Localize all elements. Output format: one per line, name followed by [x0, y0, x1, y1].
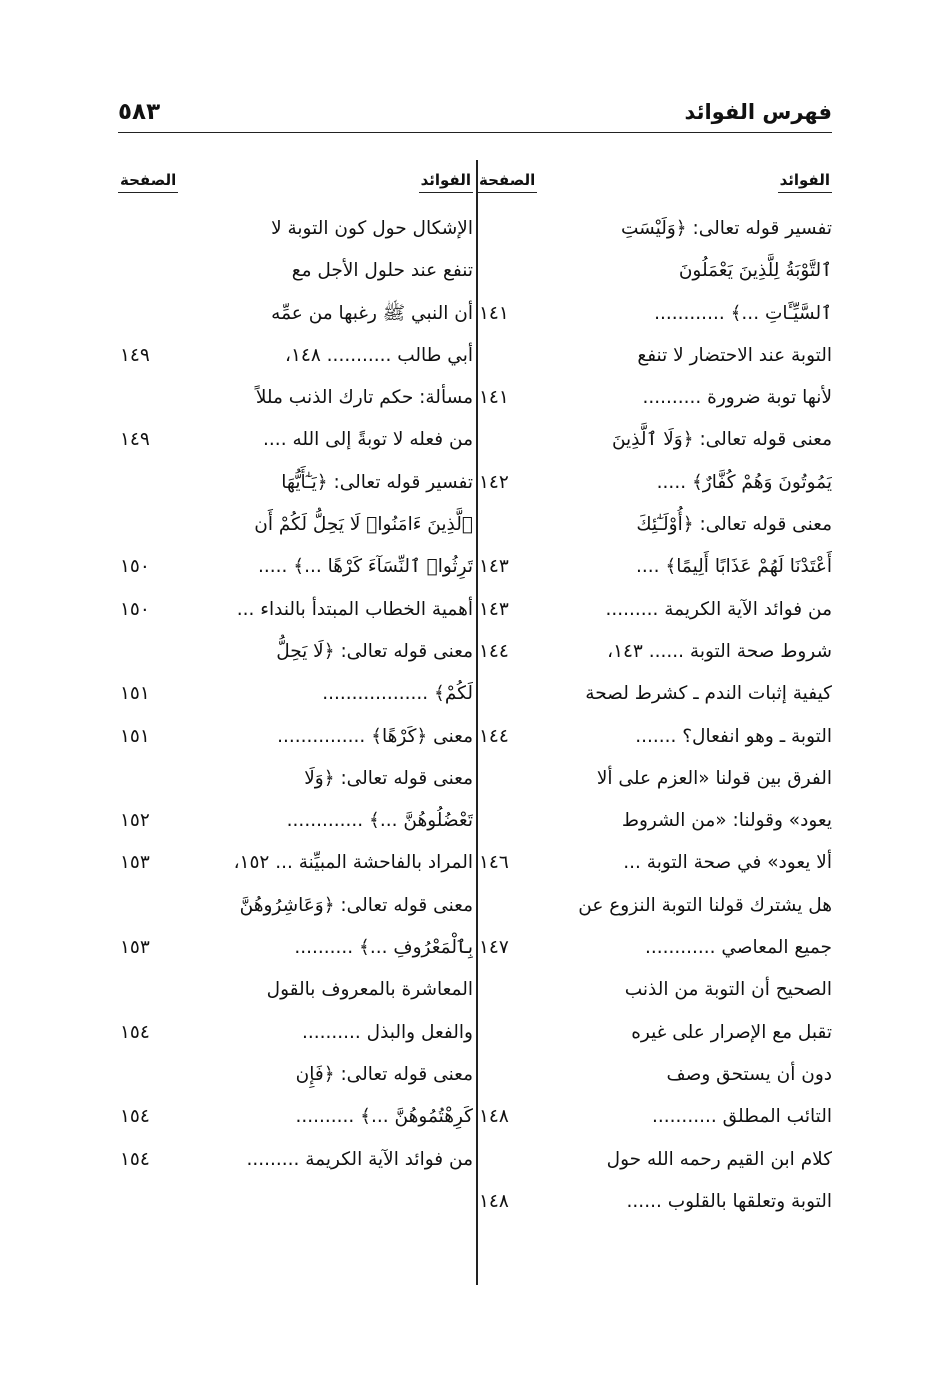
- index-line: [477, 758, 832, 800]
- index-line: [477, 927, 832, 969]
- index-line: [118, 969, 473, 1011]
- index-page-number: [477, 419, 479, 461]
- index-entry-text: الصحيح أن التوبة من الذنب: [624, 979, 832, 1001]
- index-line: [477, 885, 832, 927]
- index-page-number: ١٥٤: [120, 1148, 150, 1170]
- index-entry-text: مسألة: حكم تارك الذنب مللاً: [255, 387, 473, 409]
- left-index-list: [118, 208, 473, 1223]
- index-page-number: ١٤٣: [479, 598, 509, 620]
- index-line: [118, 716, 473, 758]
- right-column-header: [477, 168, 832, 208]
- index-entry-text: معنى قوله تعالى: ﴿أُوْلَـٰٓئِكَ: [636, 514, 832, 536]
- index-page-number: ١٥٤: [120, 1106, 150, 1128]
- index-page-number: ١٥٤: [120, 1021, 150, 1043]
- index-page-number: ١٤٩: [120, 344, 150, 366]
- index-page-number: [477, 800, 479, 842]
- index-entry-text: يعود» وقولنا: «من الشروط: [621, 810, 832, 832]
- index-entry-text: معنى قوله تعالى: ﴿وَلَا ٱلَّذِينَ: [611, 429, 832, 451]
- column-heading-fawaid: الفوائد: [778, 168, 832, 193]
- index-entry-text: معنى قوله تعالى: ﴿وَعَاشِرُوهُنَّ: [239, 894, 473, 916]
- right-column: [477, 168, 832, 1223]
- index-page-number: [118, 293, 120, 335]
- index-entry-text: معنى قوله تعالى: ﴿لَا يَحِلُّ: [276, 640, 473, 662]
- index-line: [118, 842, 473, 884]
- index-line: [477, 842, 832, 884]
- index-page-number: [118, 208, 120, 250]
- index-entry-text: الإشكال حول كون التوبة لا: [271, 218, 473, 239]
- index-page-number: [118, 377, 120, 419]
- column-heading-page: الصفحة: [477, 168, 537, 193]
- index-page-number: [118, 1181, 120, 1223]
- index-line: [477, 1054, 832, 1096]
- index-line: [477, 208, 832, 250]
- index-page-number: [118, 462, 120, 504]
- index-line: [118, 1096, 473, 1138]
- index-page-number: ١٤٧: [479, 937, 509, 959]
- index-line: [118, 335, 473, 377]
- index-line: [477, 504, 832, 546]
- index-entry-text: المعاشرة بالمعروف بالقول: [266, 979, 473, 1001]
- index-line: [118, 546, 473, 588]
- page-title: فهرس الفوائد: [684, 100, 832, 124]
- index-page-number: [118, 1054, 120, 1096]
- left-column: [118, 168, 473, 1223]
- index-line: [477, 335, 832, 377]
- index-line: [118, 293, 473, 335]
- index-line: [477, 969, 832, 1011]
- index-line: [118, 1054, 473, 1096]
- index-page-number: ١٤٤: [479, 640, 509, 662]
- index-line: [477, 293, 832, 335]
- index-entry-text: تَعْضُلُوهُنَّ ...﴾ .............: [286, 810, 473, 832]
- index-entry-text: من فوائد الآية الكريمة .........: [246, 1148, 473, 1170]
- index-page-number: ١٥٣: [120, 852, 150, 874]
- index-entry-text: يَمُوتُونَ وَهُمْ كُفَّارٌ﴾ .....: [656, 471, 832, 493]
- index-line: [118, 673, 473, 715]
- index-line: [118, 800, 473, 842]
- index-line: [118, 208, 473, 250]
- index-entry-text: كلام ابن القيم رحمه الله حول: [606, 1148, 832, 1170]
- index-line: [477, 377, 832, 419]
- column-heading-fawaid: الفوائد: [419, 168, 473, 193]
- index-page-number: [477, 250, 479, 292]
- index-line: [118, 250, 473, 292]
- index-entry-text: دون أن يستحق وصف: [666, 1063, 832, 1085]
- index-line: [118, 504, 473, 546]
- index-page-number: [118, 969, 120, 1011]
- page-header: [118, 92, 832, 133]
- index-entry-text: التائب المطلق ...........: [652, 1106, 832, 1128]
- index-entry-text: ٱلسَّيِّـَٔاتِ ...﴾ ............: [654, 302, 832, 324]
- index-line: [118, 758, 473, 800]
- index-line: [477, 1012, 832, 1054]
- index-entry-text: معنى ﴿كَرْهًا﴾ ...............: [277, 725, 473, 747]
- index-entry-text: تفسير قوله تعالى: ﴿وَلَيْسَتِ: [620, 218, 832, 239]
- index-entry-text: كَرِهْتُمُوهُنَّ ...﴾ ..........: [295, 1106, 473, 1128]
- index-line: [118, 377, 473, 419]
- index-entry-text: ألا يعود» في صحة التوبة ...: [623, 852, 832, 874]
- index-page-number: [477, 885, 479, 927]
- index-page-number: ١٤٢: [479, 471, 509, 493]
- index-entry-text: أهمية الخطاب المبتدأ بالنداء ...: [236, 598, 473, 620]
- index-entry-text: أن النبي ﷺ رغبها من عمِّه: [271, 302, 473, 324]
- index-page-number: [477, 969, 479, 1011]
- index-page-number: [477, 504, 479, 546]
- index-entry-text: تَرِثُوا۟ ٱلنِّسَآءَ كَرْهًا ...﴾ .....: [257, 556, 473, 578]
- index-entry-text: تفسير قوله تعالى: ﴿يَـٰٓأَيُّهَا: [281, 471, 473, 493]
- index-line: [477, 419, 832, 461]
- index-entry-text: ٱلَّذِينَ ءَامَنُوا۟ لَا يَحِلُّ لَكُمْ أَن: [254, 514, 473, 536]
- index-page-number: [118, 631, 120, 673]
- index-entry-text: كيفية إثبات الندم ـ كشرط لصحة: [585, 683, 832, 705]
- index-entry-text: من فعله لا توبةً إلى الله ....: [263, 429, 473, 451]
- index-line: [118, 1139, 473, 1181]
- index-entry-text: هل يشترك قولنا التوبة النزوع عن: [578, 894, 832, 916]
- index-line: [118, 631, 473, 673]
- index-line: [118, 419, 473, 461]
- index-page-number: ١٤٨: [479, 1190, 509, 1212]
- index-page-number: [477, 1054, 479, 1096]
- index-entry-text: التوبة عند الاحتضار لا تنفع: [637, 344, 832, 366]
- index-line: [477, 589, 832, 631]
- index-entry-text: من فوائد الآية الكريمة .........: [605, 598, 832, 620]
- index-entry-text: الفرق بين قولنا «العزم على ألا: [596, 767, 832, 789]
- index-entry-text: التوبة ـ وهو انفعال؟ .......: [635, 725, 832, 747]
- index-line: [118, 589, 473, 631]
- index-line: [477, 1181, 832, 1223]
- index-page-number: [477, 335, 479, 377]
- index-entry-text: معنى قوله تعالى: ﴿وَلَا: [304, 767, 473, 789]
- index-line: [118, 885, 473, 927]
- right-index-list: [477, 208, 832, 1223]
- index-entry-text: لَكُمْ﴾ ..................: [322, 683, 473, 705]
- index-entry-text: شروط صحة التوبة ...... ١٤٣،: [607, 640, 832, 662]
- index-page-number: ١٤٨: [479, 1106, 509, 1128]
- index-line: [477, 1139, 832, 1181]
- index-entry-text: أَعْتَدْنَا لَهُمْ عَذَابًا أَلِيمًا﴾ ....: [636, 556, 832, 578]
- index-page-number: [477, 1139, 479, 1181]
- index-line: [477, 546, 832, 588]
- index-page-number: [477, 758, 479, 800]
- index-entry-text: بِٱلْمَعْرُوفِ ...﴾ ..........: [294, 937, 473, 959]
- index-line: [477, 673, 832, 715]
- index-line: [477, 631, 832, 673]
- index-page-number: ١٥٢: [120, 810, 150, 832]
- index-line: [477, 250, 832, 292]
- index-entry-text: معنى قوله تعالى: ﴿فَإِن: [295, 1063, 473, 1085]
- index-page-number: [477, 1012, 479, 1054]
- column-heading-page: الصفحة: [118, 168, 178, 193]
- index-page-number: [118, 250, 120, 292]
- index-line: [118, 1012, 473, 1054]
- index-page-number: ١٤٣: [479, 556, 509, 578]
- index-page-number: ١٥١: [120, 683, 150, 705]
- index-entry-text: والفعل والبذل ..........: [301, 1021, 473, 1043]
- index-entry-text: أبي طالب ........... ١٤٨،: [285, 344, 473, 366]
- index-entry-text: تنفع عند حلول الأجل مع: [291, 260, 473, 282]
- index-line: [477, 716, 832, 758]
- index-page-number: [118, 758, 120, 800]
- left-column-header: [118, 168, 473, 208]
- index-line: [477, 462, 832, 504]
- index-line: [477, 1096, 832, 1138]
- index-page-number: ١٤٦: [479, 852, 509, 874]
- index-page-number: ١٤١: [479, 387, 509, 409]
- index-page-number: ١٥١: [120, 725, 150, 747]
- index-page-number: ١٤٤: [479, 725, 509, 747]
- index-entry-text: التوبة وتعلقها بالقلوب ......: [626, 1190, 832, 1212]
- index-page-number: ١٥٠: [120, 598, 150, 620]
- index-entry-text: لأنها توبة ضرورة ..........: [642, 387, 832, 409]
- index-entry-text: ٱلتَّوْبَةُ لِلَّذِينَ يَعْمَلُونَ: [678, 260, 832, 282]
- index-page-number: ١٥٣: [120, 937, 150, 959]
- index-line: [118, 927, 473, 969]
- index-page-number: ١٤١: [479, 302, 509, 324]
- index-page-number: [477, 673, 479, 715]
- index-line: [477, 800, 832, 842]
- index-entry-text: المراد بالفاحشة المبيِّنة ... ١٥٢،: [233, 852, 473, 874]
- index-entry-text: جميع المعاصي ............: [644, 937, 832, 959]
- index-line: [118, 1181, 473, 1223]
- index-line: [118, 462, 473, 504]
- index-entry-text: تقبل مع الإصرار على غيره: [631, 1021, 832, 1043]
- index-page-number: ١٥٠: [120, 556, 150, 578]
- page-number: ٥٨٣: [118, 99, 161, 125]
- index-page-number: ١٤٩: [120, 429, 150, 451]
- index-page-number: [477, 208, 479, 250]
- index-page-number: [118, 504, 120, 546]
- index-page-number: [118, 885, 120, 927]
